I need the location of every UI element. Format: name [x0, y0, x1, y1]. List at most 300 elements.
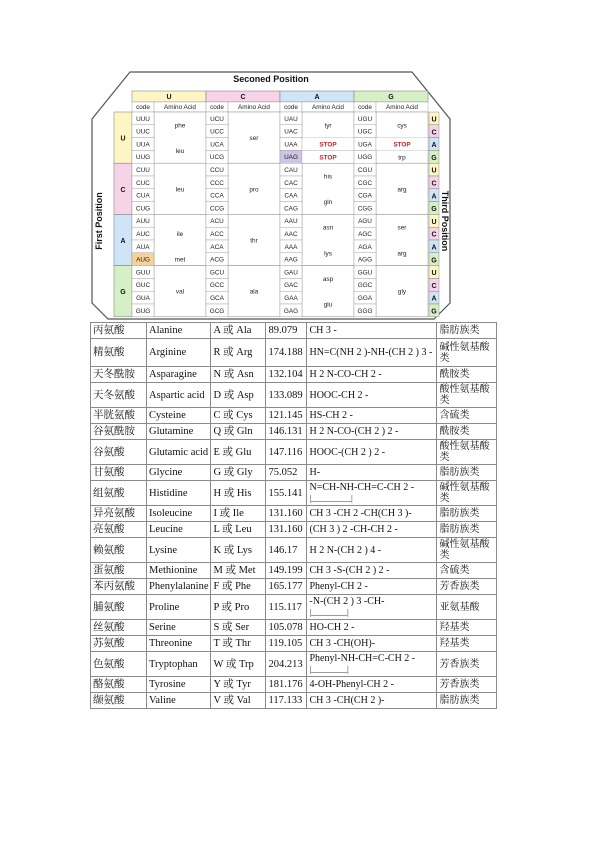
code-subheader-label: code	[210, 104, 224, 111]
amino-block	[302, 163, 354, 214]
stop-codon-label: STOP	[319, 141, 337, 149]
code-subheader-label: code	[136, 104, 150, 111]
abbreviation-cell	[211, 620, 266, 636]
codon-label: UCA	[210, 141, 224, 149]
side-chain-text: H-	[309, 467, 321, 478]
classification-text: 羟基类	[439, 622, 470, 633]
molecular-weight-text: 174.188	[268, 347, 303, 358]
molecular-weight-text: 146.131	[268, 426, 303, 437]
molecular-weight-text: 165.177	[268, 581, 303, 592]
side-chain-text: (CH 3 ) 2 -CH-CH 2 -	[309, 524, 398, 535]
amino-acid-label: phe	[174, 122, 186, 130]
side-chain-cell	[307, 408, 437, 424]
english-name-cell	[147, 595, 211, 620]
codon-label: CUU	[136, 167, 150, 174]
codon-label: UGC	[357, 128, 373, 136]
classification-text: 含硫类	[439, 410, 470, 421]
codon-label: CAG	[284, 205, 298, 213]
abbreviation-text: D 或 Asp	[213, 389, 254, 401]
english-name-text: Leucine	[149, 524, 183, 535]
third-base-label: A	[431, 244, 437, 252]
classification-text: 脂肪族类	[439, 695, 480, 706]
molecular-weight-text: 115.117	[268, 601, 302, 613]
codon-label: CGU	[357, 167, 373, 174]
chinese-name-text: 脯氨酸	[93, 600, 125, 613]
codon-label: AAU	[284, 218, 298, 226]
second-base-label: G	[388, 94, 394, 101]
molecular-weight-text: 133.089	[268, 389, 303, 401]
amino-block	[302, 214, 354, 265]
english-name-text: Tryptophan	[149, 658, 198, 670]
codon-label: UGG	[357, 154, 373, 162]
codon-label: CUG	[135, 205, 151, 213]
table-row	[91, 595, 497, 620]
abbreviation-cell	[211, 652, 266, 677]
codon-label: CCA	[210, 192, 224, 200]
abbreviation-text: A 或 Ala	[213, 325, 252, 336]
table-row	[91, 383, 497, 408]
table-row	[91, 367, 497, 383]
codon-label: UGU	[357, 115, 373, 123]
second-base-label: U	[166, 94, 172, 101]
english-name-cell	[147, 652, 211, 677]
codon-label: ACG	[210, 256, 224, 264]
molecular-weight-text: 121.145	[268, 410, 303, 421]
side-chain-text: H 2 N-CO-(CH 2 ) 2 -	[309, 426, 399, 437]
codon-label: CAC	[284, 179, 298, 187]
stop-codon-label: STOP	[319, 154, 337, 162]
codon-label: AAC	[284, 231, 298, 238]
molecular-weight-cell	[266, 465, 307, 481]
english-name-text: Aspartic acid	[149, 389, 205, 401]
side-chain-cell	[307, 367, 437, 383]
codon-label: AGA	[358, 243, 372, 251]
codon-label: UCG	[209, 154, 225, 162]
third-base-label: A	[431, 193, 437, 201]
codon-label: GGC	[357, 282, 373, 290]
english-name-cell	[147, 383, 211, 408]
codon-label: UUA	[136, 141, 150, 149]
abbreviation-text: I 或 Ile	[213, 508, 244, 519]
molecular-weight-cell	[266, 481, 307, 506]
ring-bracket-text: |__________|	[309, 494, 353, 503]
code-subheader-label: code	[284, 104, 298, 111]
english-name-cell	[147, 481, 211, 506]
abbreviation-cell	[211, 693, 266, 709]
chinese-name-cell	[91, 538, 147, 563]
side-chain-cell	[307, 620, 437, 636]
amino-acid-label: asn	[322, 224, 334, 232]
molecular-weight-cell	[266, 579, 307, 595]
chinese-name-cell	[91, 522, 147, 538]
classification-cell	[437, 693, 497, 709]
english-name-cell	[147, 563, 211, 579]
classification-text: 亚氨基酸	[439, 601, 480, 613]
chinese-name-text: 甘氨酸	[93, 466, 125, 478]
abbreviation-text: H 或 His	[213, 487, 252, 499]
abbreviation-text: Y 或 Tyr	[213, 679, 251, 690]
molecular-weight-text: 149.199	[268, 565, 303, 576]
classification-cell	[437, 579, 497, 595]
side-chain-cell	[307, 563, 437, 579]
side-chain-cell	[307, 506, 437, 522]
codon-label: AUG	[136, 256, 150, 264]
abbreviation-text: C 或 Cys	[213, 410, 253, 421]
side-chain-text: CH 3 -S-(CH 2 ) 2 -	[309, 565, 390, 576]
table-row	[91, 323, 497, 339]
molecular-weight-cell	[266, 367, 307, 383]
chinese-name-text: 半胱氨酸	[93, 409, 135, 421]
abbreviation-cell	[211, 579, 266, 595]
codon-label: GCU	[209, 269, 225, 277]
classification-text: 酰胺类	[439, 426, 470, 437]
chinese-name-text: 苏氨酸	[93, 637, 125, 649]
chinese-name-text: 天冬氨酸	[93, 388, 135, 401]
side-chain-text: HS-CH 2 -	[309, 410, 353, 421]
classification-cell	[437, 522, 497, 538]
molecular-weight-text: 155.141	[268, 487, 303, 499]
abbreviation-cell	[211, 323, 266, 339]
chinese-name-cell	[91, 339, 147, 367]
chinese-name-text: 谷氨酸	[93, 445, 125, 458]
third-base-label: U	[431, 116, 437, 124]
side-chain-cell	[307, 323, 437, 339]
side-chain-text: HO-CH 2 -	[309, 622, 355, 633]
codon-label: GUG	[135, 307, 151, 315]
classification-cell	[437, 367, 497, 383]
amino-acid-label: met	[174, 256, 186, 264]
table-row	[91, 465, 497, 481]
chinese-name-cell	[91, 481, 147, 506]
molecular-weight-cell	[266, 636, 307, 652]
abbreviation-text: F 或 Phe	[213, 581, 251, 592]
molecular-weight-text: 131.160	[268, 508, 303, 519]
table-row	[91, 652, 497, 677]
table-row	[91, 506, 497, 522]
classification-text: 酸性氨基酸类	[439, 441, 490, 463]
chinese-name-text: 酪氨酸	[93, 678, 125, 690]
english-name-text: Glycine	[149, 467, 183, 478]
abbreviation-cell	[211, 522, 266, 538]
chinese-name-text: 丝氨酸	[93, 621, 125, 633]
classification-text: 脂肪族类	[439, 325, 480, 336]
first-base-label: A	[120, 238, 126, 245]
amino-acid-label: glu	[323, 301, 333, 309]
chinese-name-cell	[91, 579, 147, 595]
english-name-cell	[147, 538, 211, 563]
chinese-name-cell	[91, 620, 147, 636]
codon-label: GGG	[357, 307, 373, 315]
abbreviation-text: E 或 Glu	[213, 446, 252, 458]
chinese-name-cell	[91, 408, 147, 424]
molecular-weight-cell	[266, 595, 307, 620]
english-name-cell	[147, 693, 211, 709]
abbreviation-cell	[211, 506, 266, 522]
classification-cell	[437, 383, 497, 408]
amino-block	[302, 266, 354, 317]
classification-text: 碱性氨基酸类	[439, 482, 490, 504]
side-chain-text: N=CH-NH-CH=C-CH 2 -	[309, 482, 415, 493]
codon-label: GCG	[209, 307, 225, 315]
abbreviation-cell	[211, 481, 266, 506]
english-name-text: Serine	[149, 622, 176, 633]
third-position-label: Third Position	[440, 190, 450, 252]
amino-acid-label: lys	[324, 250, 332, 258]
amino-acid-label: pro	[249, 186, 259, 194]
classification-cell	[437, 424, 497, 440]
codon-label: AGG	[357, 256, 373, 264]
chinese-name-text: 精氨酸	[93, 346, 125, 358]
chinese-name-text: 丙氨酸	[93, 324, 125, 336]
molecular-weight-text: 131.160	[268, 524, 303, 535]
side-chain-cell	[307, 652, 437, 677]
table-row	[91, 481, 497, 506]
amino-acid-label: cys	[397, 122, 407, 130]
codon-label: CUA	[136, 192, 150, 200]
first-base-label: G	[120, 289, 126, 297]
abbreviation-cell	[211, 595, 266, 620]
abbreviation-text: V 或 Val	[213, 695, 251, 706]
english-name-cell	[147, 367, 211, 383]
table-row	[91, 563, 497, 579]
table-row	[91, 677, 497, 693]
table-row	[91, 440, 497, 465]
chinese-name-cell	[91, 465, 147, 481]
english-name-text: Cysteine	[149, 410, 186, 421]
amino-acid-label: leu	[175, 147, 185, 155]
codon-label: GUU	[135, 269, 151, 277]
codon-label: CUC	[136, 179, 150, 187]
third-base-label: G	[431, 206, 437, 214]
abbreviation-text: T 或 Thr	[213, 638, 251, 649]
third-base-label: C	[431, 282, 437, 290]
side-chain-cell	[307, 465, 437, 481]
english-name-text: Methionine	[149, 565, 198, 576]
abbreviation-text: L 或 Leu	[213, 524, 252, 535]
classification-text: 脂肪族类	[439, 467, 480, 478]
codon-label: CGC	[357, 179, 373, 187]
english-name-cell	[147, 636, 211, 652]
second-base-label: A	[314, 94, 320, 101]
english-name-cell	[147, 339, 211, 367]
abbreviation-cell	[211, 563, 266, 579]
molecular-weight-text: 117.133	[268, 695, 303, 706]
codon-label: UUC	[136, 128, 150, 136]
codon-label: GAA	[284, 295, 298, 302]
molecular-weight-cell	[266, 383, 307, 408]
codon-chart-svg	[90, 71, 452, 320]
classification-text: 脂肪族类	[439, 524, 480, 535]
english-name-cell	[147, 408, 211, 424]
molecular-weight-text: 204.213	[268, 658, 303, 670]
classification-cell	[437, 440, 497, 465]
molecular-weight-cell	[266, 408, 307, 424]
amino-acid-label: gln	[323, 199, 333, 207]
third-base-label: A	[431, 142, 437, 150]
chinese-name-text: 苯丙氨酸	[93, 580, 135, 592]
third-base-label: C	[431, 129, 437, 137]
chinese-name-cell	[91, 652, 147, 677]
codon-label: CCC	[210, 179, 224, 187]
amino-subheader-label: Amino Acid	[238, 104, 270, 111]
codon-label: AGC	[358, 231, 372, 238]
side-chain-cell	[307, 538, 437, 563]
classification-text: 芳香族类	[439, 658, 480, 670]
third-base-label: G	[431, 308, 437, 316]
side-chain-cell	[307, 481, 437, 506]
chinese-name-text: 亮氨酸	[93, 523, 125, 535]
abbreviation-text: S 或 Ser	[213, 622, 250, 633]
amino-subheader-label: Amino Acid	[386, 104, 418, 111]
first-base-label: C	[120, 186, 126, 194]
molecular-weight-text: 146.17	[268, 544, 298, 556]
chinese-name-text: 蛋氨酸	[93, 564, 125, 576]
classification-text: 酰胺类	[439, 369, 470, 380]
english-name-cell	[147, 620, 211, 636]
side-chain-text: H 2 N-(CH 2 ) 4 -	[309, 544, 382, 556]
amino-acid-label: ile	[176, 231, 184, 239]
codon-label: ACA	[210, 243, 224, 251]
chinese-name-cell	[91, 323, 147, 339]
amino-block	[376, 214, 428, 265]
side-chain-cell	[307, 339, 437, 367]
codon-label: UAU	[284, 115, 298, 123]
english-name-text: Glutamic acid	[149, 446, 209, 458]
molecular-weight-cell	[266, 424, 307, 440]
english-name-cell	[147, 424, 211, 440]
side-chain-cell	[307, 440, 437, 465]
abbreviation-cell	[211, 424, 266, 440]
molecular-weight-cell	[266, 440, 307, 465]
third-base-label: U	[431, 218, 437, 226]
english-name-text: Lysine	[149, 544, 177, 556]
codon-label: AAA	[284, 243, 298, 251]
table-row	[91, 424, 497, 440]
amino-acid-label: tyr	[324, 122, 332, 130]
third-base-label: A	[431, 295, 437, 303]
abbreviation-text: R 或 Arg	[213, 347, 253, 358]
codon-label: AUA	[136, 243, 150, 251]
codon-label: GCA	[210, 295, 224, 302]
side-chain-cell	[307, 383, 437, 408]
table-row	[91, 620, 497, 636]
english-name-text: Alanine	[149, 325, 183, 336]
molecular-weight-text: 147.116	[268, 446, 303, 458]
english-name-text: Arginine	[149, 347, 187, 358]
chinese-name-text: 缬氨酸	[93, 694, 125, 706]
abbreviation-text: K 或 Lys	[213, 544, 252, 556]
molecular-weight-cell	[266, 652, 307, 677]
english-name-cell	[147, 506, 211, 522]
codon-label: UCU	[210, 115, 224, 123]
amino-subheader-label: Amino Acid	[164, 104, 196, 111]
molecular-weight-cell	[266, 506, 307, 522]
amino-acid-label: leu	[175, 186, 185, 194]
codon-label: CGG	[357, 205, 373, 213]
codon-label: UAA	[284, 141, 298, 149]
classification-cell	[437, 506, 497, 522]
abbreviation-cell	[211, 677, 266, 693]
molecular-weight-cell	[266, 677, 307, 693]
codon-label: ACC	[210, 231, 224, 238]
codon-label: AUC	[136, 231, 150, 238]
third-base-label: G	[431, 154, 437, 162]
table-row	[91, 408, 497, 424]
english-name-cell	[147, 465, 211, 481]
molecular-weight-text: 89.079	[268, 325, 298, 336]
abbreviation-cell	[211, 383, 266, 408]
classification-cell	[437, 652, 497, 677]
table-row	[91, 522, 497, 538]
side-chain-text: CH 3 -CH 2 -CH(CH 3 )-	[309, 508, 412, 519]
abbreviation-text: G 或 Gly	[213, 467, 253, 478]
classification-cell	[437, 636, 497, 652]
amino-acid-label: thr	[250, 237, 258, 245]
first-base-label: U	[120, 135, 126, 143]
abbreviation-cell	[211, 636, 266, 652]
codon-label: CCG	[209, 205, 225, 213]
amino-subheader-label: Amino Acid	[312, 104, 344, 111]
english-name-text: Proline	[149, 601, 180, 613]
side-chain-cell	[307, 579, 437, 595]
molecular-weight-text: 75.052	[268, 467, 298, 478]
abbreviation-text: N 或 Asn	[213, 369, 254, 380]
abbreviation-text: M 或 Met	[213, 565, 256, 576]
amino-acid-label: ser	[397, 224, 407, 232]
codon-label: CGA	[358, 192, 372, 200]
codon-chart	[90, 71, 452, 320]
codon-label: CAU	[284, 167, 298, 174]
abbreviation-cell	[211, 440, 266, 465]
molecular-weight-text: 132.104	[268, 369, 303, 380]
chinese-name-cell	[91, 383, 147, 408]
chinese-name-cell	[91, 440, 147, 465]
first-position-label: First Position	[94, 192, 104, 250]
classification-cell	[437, 481, 497, 506]
table-row	[91, 538, 497, 563]
table-row	[91, 579, 497, 595]
classification-text: 芳香族类	[439, 679, 480, 690]
english-name-cell	[147, 323, 211, 339]
abbreviation-text: P 或 Pro	[213, 601, 250, 613]
chinese-name-cell	[91, 636, 147, 652]
chinese-name-cell	[91, 677, 147, 693]
english-name-text: Asparagine	[149, 369, 197, 380]
side-chain-cell	[307, 693, 437, 709]
side-chain-text: Phenyl-CH 2 -	[309, 581, 368, 592]
english-name-text: Histidine	[149, 487, 188, 499]
chinese-name-cell	[91, 367, 147, 383]
chinese-name-text: 天冬酰胺	[93, 368, 135, 380]
english-name-text: Threonine	[149, 638, 193, 649]
side-chain-text: Phenyl-NH-CH=C-CH 2 -	[309, 653, 416, 664]
codon-label: AGU	[358, 218, 372, 226]
table-row	[91, 693, 497, 709]
abbreviation-cell	[211, 339, 266, 367]
side-chain-cell	[307, 522, 437, 538]
molecular-weight-cell	[266, 538, 307, 563]
abbreviation-cell	[211, 538, 266, 563]
classification-cell	[437, 677, 497, 693]
table-row	[91, 636, 497, 652]
side-chain-text: HN=C(NH 2 )-NH-(CH 2 ) 3 -	[309, 347, 433, 358]
classification-text: 脂肪族类	[439, 508, 480, 519]
third-base-label: U	[431, 167, 437, 175]
english-name-cell	[147, 522, 211, 538]
chinese-name-cell	[91, 595, 147, 620]
ring-bracket-text: |_________|	[309, 665, 349, 674]
classification-text: 碱性氨基酸类	[439, 341, 490, 364]
